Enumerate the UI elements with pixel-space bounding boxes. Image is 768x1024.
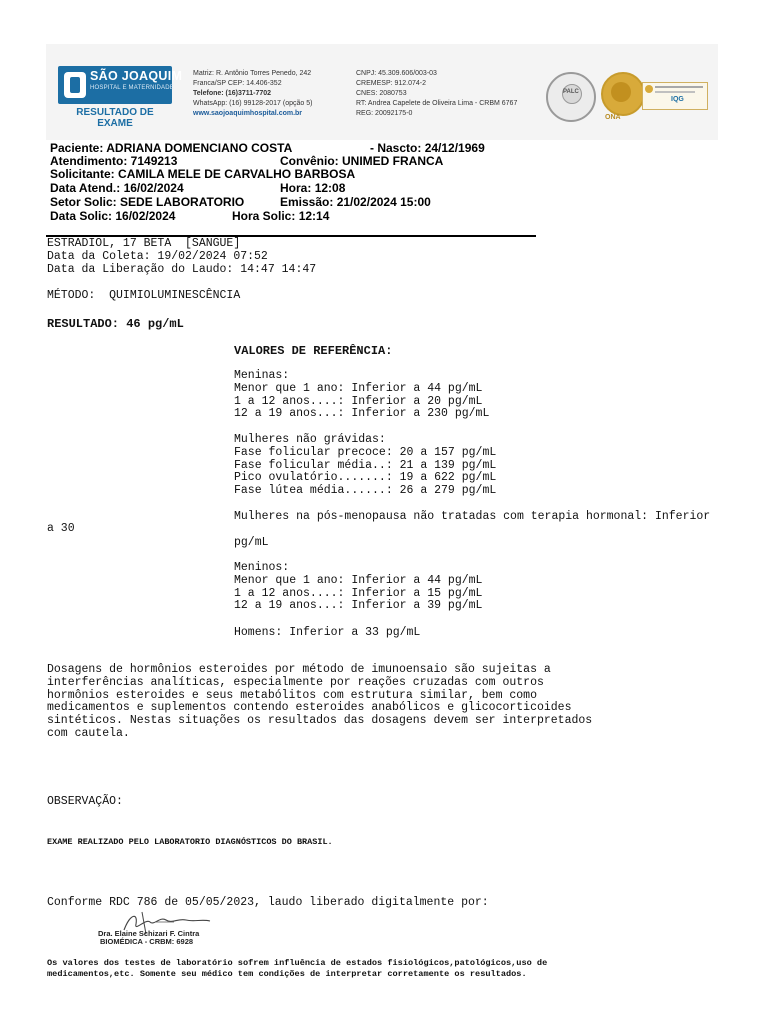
solicitante-label: Solicitante:: [50, 167, 115, 181]
registry-line: REG: 20092175-0: [356, 110, 413, 117]
data-solic-label: Data Solic:: [50, 209, 113, 223]
reference-men: Homens: Inferior a 33 pg/mL: [234, 626, 421, 639]
atendimento-label: Atendimento:: [50, 154, 128, 168]
address-line: Franca/SP CEP: 14.406-352: [193, 80, 282, 87]
data-atend-value: 16/02/2024: [123, 181, 184, 195]
logo-subtitle: HOSPITAL E MATERNIDADE: [90, 85, 174, 91]
reference-postmenopause: Mulheres na pós-menopausa não tratadas com terapia hormonal: Inferior: [234, 510, 711, 523]
hora-solic-row: [232, 210, 329, 224]
emissao-row: [280, 196, 431, 210]
hora-row: [280, 182, 345, 196]
data-atend-row: [50, 182, 184, 196]
exam-method: MÉTODO: QUIMIOLUMINESCÊNCIA: [47, 289, 241, 302]
reference-postmenopause-unit: pg/mL: [234, 536, 269, 549]
iqg-badge-line: [655, 91, 695, 93]
emissao-label: Emissão:: [280, 195, 334, 209]
reference-postmenopause-value: a 30: [47, 522, 75, 535]
solicitante-row: [50, 168, 355, 182]
address-whatsapp: WhatsApp: (16) 99128-2017 (opção 5): [193, 100, 313, 107]
hora-value: 12:08: [314, 181, 346, 195]
hospital-registry: [356, 69, 517, 119]
exam-title: ESTRADIOL, 17 BETA [SANGUE]: [47, 237, 241, 250]
iqg-logo: IQG: [671, 96, 684, 103]
reference-girls: Meninas: Menor que 1 ano: Inferior a 44 pg/mL 1 a 12 anos....: Inferior a 20 pg/mL 12 a 19 anos...: Inferior a 230 pg/mL: [234, 369, 490, 421]
registry-line: CNES: 2080753: [356, 90, 407, 97]
logo-name: SÃO JOAQUIM: [90, 69, 183, 83]
solicitante-value: CAMILA MELE DE CARVALHO BARBOSA: [118, 167, 356, 181]
hospital-address: [193, 69, 312, 119]
registry-line: CREMESP: 912.074-2: [356, 80, 427, 87]
palc-seal-label: PALC: [563, 89, 579, 95]
birthdate-value: 24/12/1969: [424, 141, 485, 155]
setor-label: Setor Solic:: [50, 195, 117, 209]
data-solic-value: 16/02/2024: [115, 209, 176, 223]
atendimento-value: 7149213: [130, 154, 178, 168]
address-line: Matriz: R. Antônio Torres Penedo, 242: [193, 70, 312, 77]
release-date: Data da Liberação do Laudo: 14:47 14:47: [47, 263, 317, 276]
collection-date: Data da Coleta: 19/02/2024 07:52: [47, 250, 268, 263]
hora-label: Hora:: [280, 181, 312, 195]
signer-name: Dra. Elaine Schizari F. Cintra: [98, 929, 200, 938]
address-phone: Telefone: (16)3711-7702: [193, 90, 272, 97]
hora-solic-value: 12:14: [298, 209, 330, 223]
observation-label: OBSERVAÇÃO:: [47, 795, 123, 808]
hospital-website-link[interactable]: www.saojoaquimhospital.com.br: [193, 110, 303, 117]
ona-seal-center: [611, 82, 631, 102]
interference-note: Dosagens de hormônios esteroides por método de imunoensaio são sujeitas a interferências analíticas, especialmente por reações cruzadas com outros hormônios esteroides e seus metabólitos com estrutura similar, bem como medicamentos e suplementos contendo esteroides anabólicos e glicocorticoides sintéticos. Nestas situações os resultados das dosagens devem ser interpretados com cautela.: [47, 663, 593, 740]
reference-boys: Meninos: Menor que 1 ano: Inferior a 44 pg/mL 1 a 12 anos....: Inferior a 15 pg/mL 12 a 19 anos...: Inferior a 39 pg/mL: [234, 561, 483, 613]
logo-result-label: RESULTADO DE EXAME: [76, 107, 154, 129]
hospital-cross-icon-inner: [70, 77, 80, 93]
rdc-release-note: Conforme RDC 786 de 05/05/2023, laudo liberado digitalmente por:: [47, 896, 489, 909]
birthdate-label: - Nascto:: [370, 141, 422, 155]
patient-name: ADRIANA DOMENCIANO COSTA: [106, 141, 293, 155]
exam-result: RESULTADO: 46 pg/mL: [47, 317, 184, 331]
convenio-label: Convênio:: [280, 154, 339, 168]
signer-crbm: BIOMÉDICA - CRBM: 6928: [100, 937, 194, 946]
patient-label: Paciente:: [50, 141, 104, 155]
setor-row: [50, 196, 244, 210]
footer-disclaimer-line-1: Os valores dos testes de laboratório sofrem influência de estados fisiológicos,patológicos,uso de: [47, 958, 548, 968]
ona-seal-label: ONA: [605, 114, 621, 121]
reference-women: Mulheres não grávidas: Fase folicular precoce: 20 a 157 pg/mL Fase folicular média..: 21 a 139 pg/mL Pico ovulatório.......: 19 a 622 pg/mL Fase lútea média......: 26 a 279 pg/mL: [234, 433, 497, 498]
emissao-value: 21/02/2024 15:00: [336, 195, 431, 209]
footer-disclaimer-line-2: medicamentos,etc. Somente seu médico tem condições de interpretar corretamente os resultados.: [47, 969, 527, 979]
data-solic-row: [50, 210, 175, 224]
lab-performed-note: EXAME REALIZADO PELO LABORATORIO DIAGNÓSTICOS DO BRASIL.: [47, 837, 333, 847]
reference-values-title: VALORES DE REFERÊNCIA:: [234, 344, 393, 358]
registry-line: CNPJ: 45.309.606/003-03: [356, 70, 437, 77]
iqg-badge-line: [655, 86, 703, 88]
data-atend-label: Data Atend.:: [50, 181, 121, 195]
registry-line: RT: Andrea Capelete de Oliveira Lima - CRBM 6767: [356, 100, 518, 107]
convenio-value: UNIMED FRANCA: [342, 154, 444, 168]
iqg-mark-icon: [645, 85, 653, 93]
setor-value: SEDE LABORATORIO: [120, 195, 245, 209]
hora-solic-label: Hora Solic:: [232, 209, 296, 223]
